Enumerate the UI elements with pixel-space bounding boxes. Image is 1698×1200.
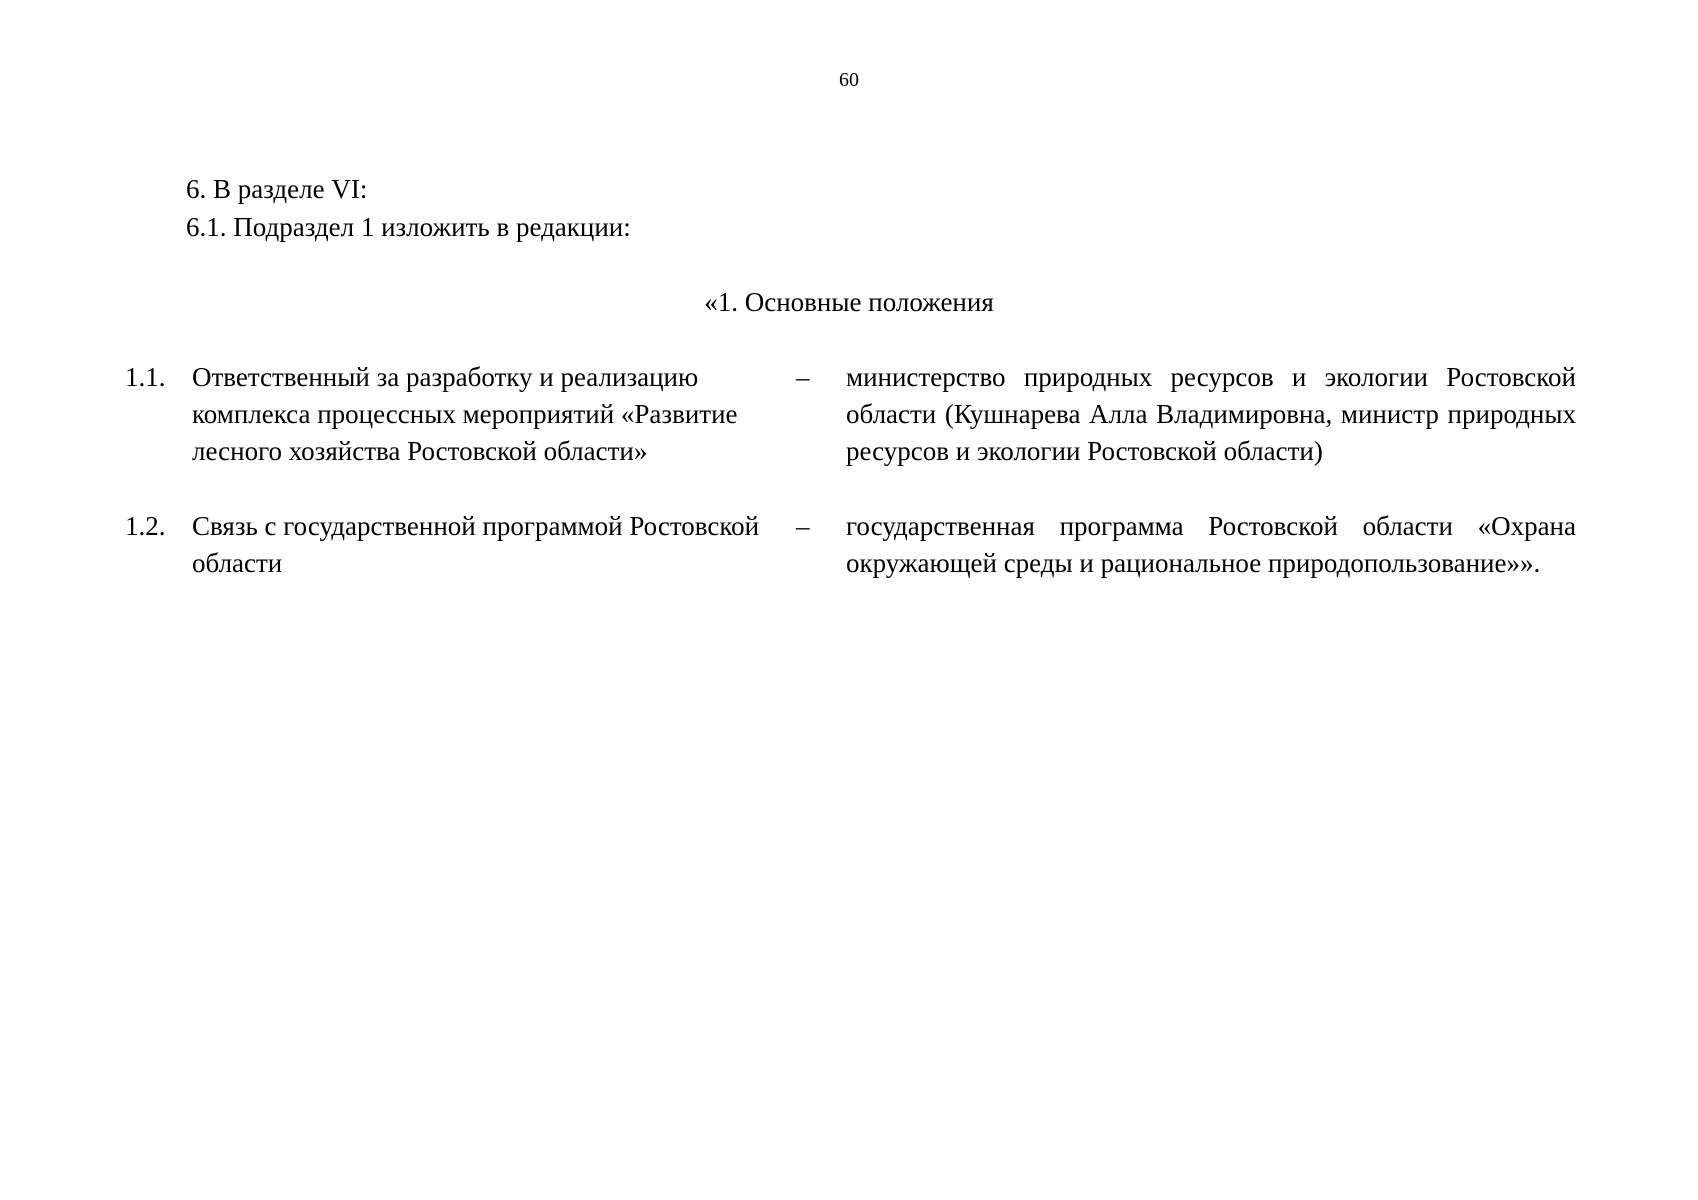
row-label: Ответственный за разработку и реализацию комплекса процессных мероприятий «Развитие лесного хозяйства Ростовской области» xyxy=(192,362,738,466)
intro-block xyxy=(186,170,631,246)
row-dash: – xyxy=(796,511,810,541)
page-number: 60 xyxy=(839,69,859,91)
row-value: государственная программа Ростовской области «Охрана окружающей среды и рациональное природопользование»». xyxy=(846,511,1576,578)
section-heading: «1. Основные положения xyxy=(704,287,994,317)
intro-line-section: 6. В разделе VI: xyxy=(186,174,368,204)
row-value: министерство природных ресурсов и экологии Ростовской области (Кушнарева Алла Владимировна, министр природных ресурсов и экологии Ростовской области) xyxy=(846,362,1576,466)
row-dash: – xyxy=(796,362,810,392)
row-label: Связь с государственной программой Ростовской области xyxy=(192,511,760,578)
intro-line-subsection: 6.1. Подраздел 1 изложить в редакции: xyxy=(186,212,631,242)
row-number: 1.1. xyxy=(125,362,166,392)
row-number: 1.2. xyxy=(125,511,166,541)
